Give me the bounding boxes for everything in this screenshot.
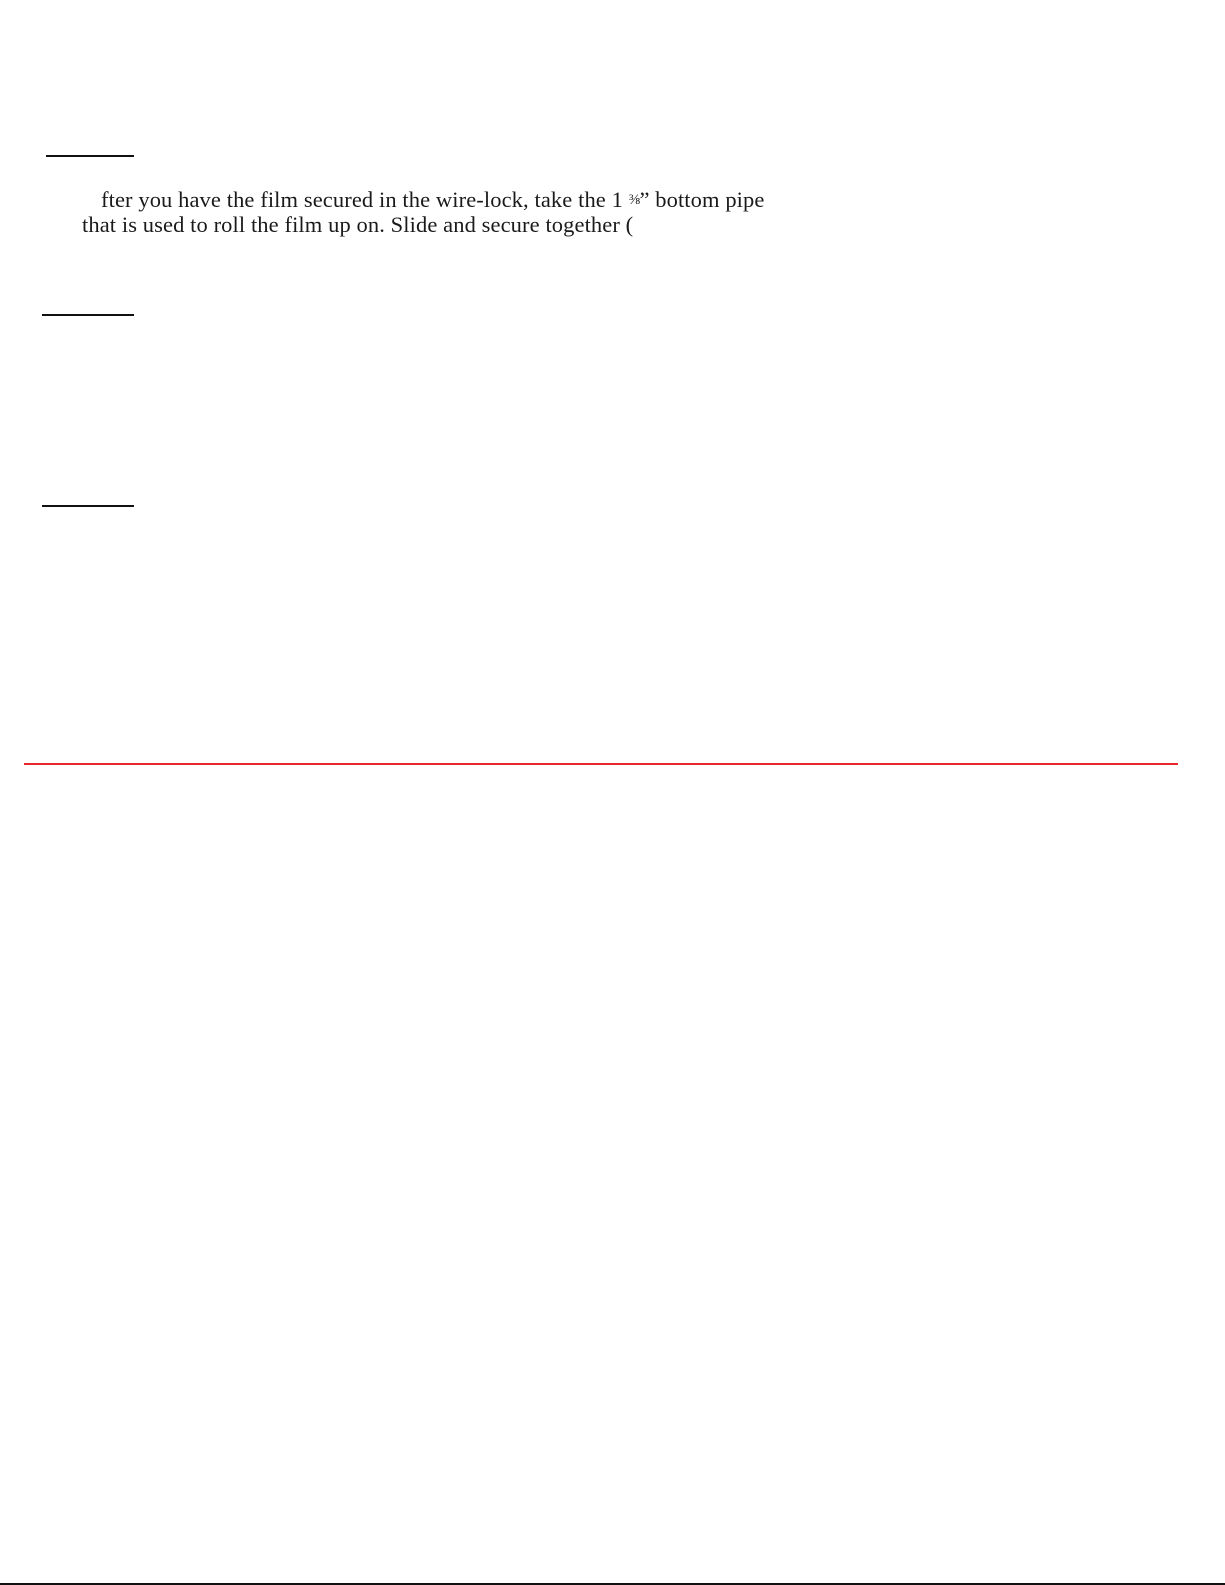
heading-underline-2 [42,314,134,316]
line-1-text-end: ” bottom pipe [639,187,765,212]
heading-underline-1 [46,155,134,157]
line-1-text-start: fter you have the film secured in the wire-lock, take the 1 [101,187,629,212]
paragraph-line-2: that is used to roll the film up on. Slide and secure together ( [82,212,634,237]
paragraph-line-1 [101,187,764,213]
section-divider [24,763,1178,765]
fraction-three-eighths: ⅜ [628,192,640,208]
heading-underline-3 [42,505,134,507]
